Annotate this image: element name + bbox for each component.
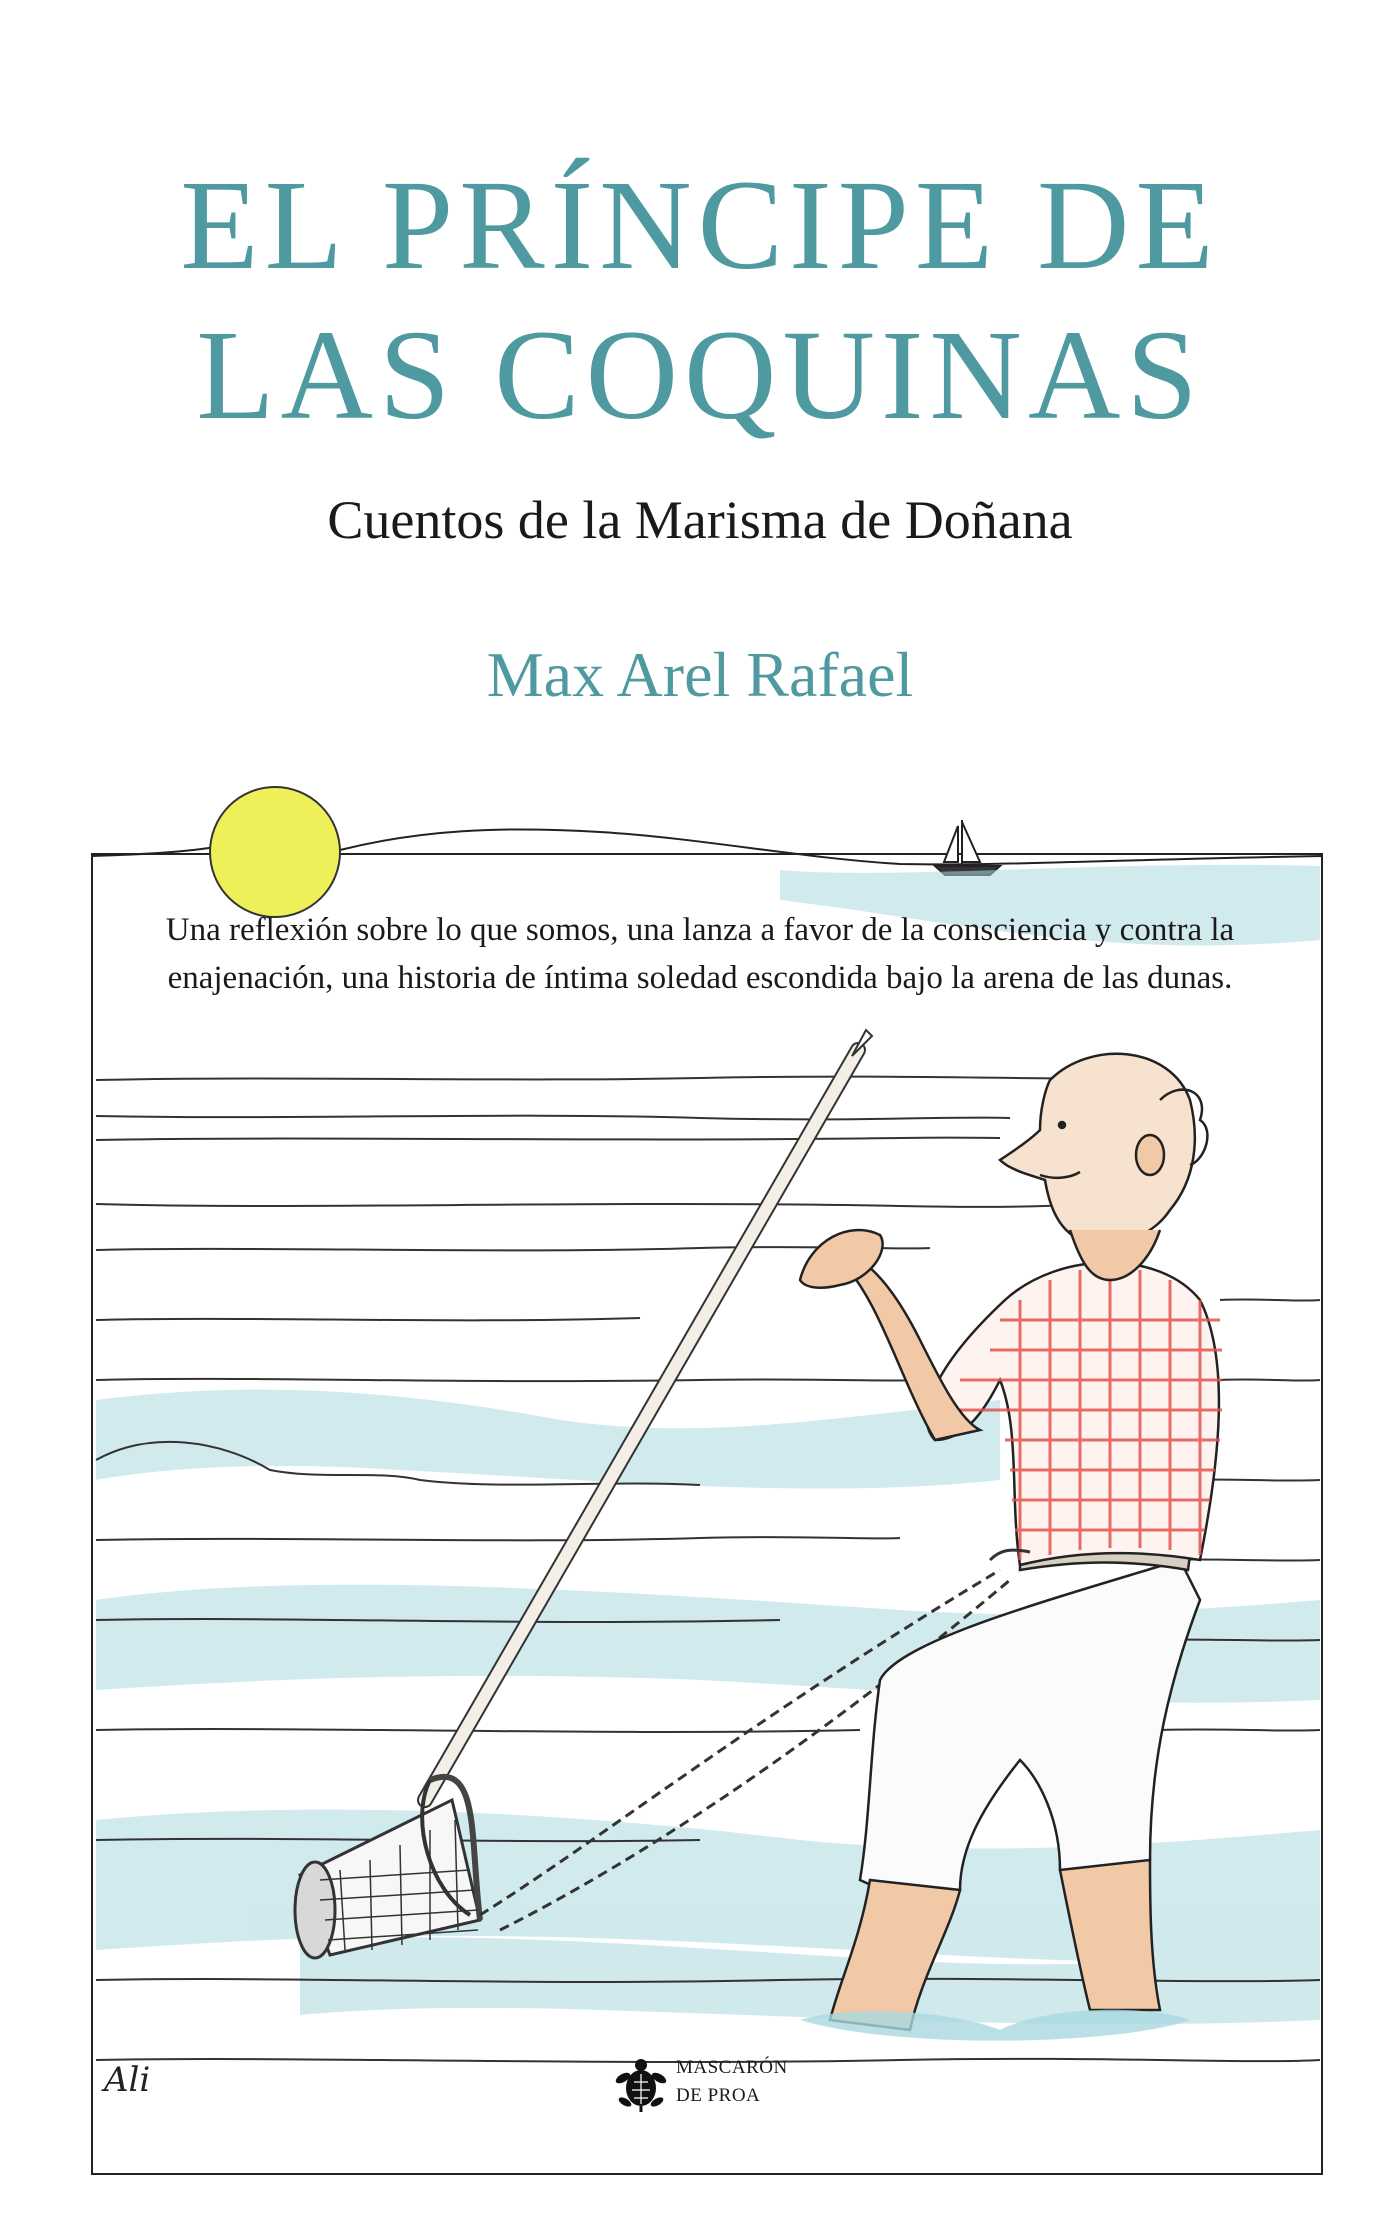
- publisher-name-line-2: DE PROA: [676, 2085, 761, 2106]
- blurb-line-2: enajenación, una historia de íntima soledad escondida bajo la arena de las dunas.: [167, 960, 1233, 996]
- title-line-2: LAS COQUINAS: [196, 304, 1204, 446]
- publisher-logo-block: [614, 2050, 814, 2120]
- subtitle: Cuentos de la Marisma de Doñana: [327, 490, 1073, 550]
- turtle-icon: [614, 2056, 668, 2114]
- blurb-line-1: Una reflexión sobre lo que somos, una lanza a favor de la consciencia y contra la: [165, 912, 1235, 948]
- publisher-name: [676, 2054, 788, 2110]
- author-name: Max Arel Rafael: [486, 639, 914, 710]
- sun-icon: [210, 787, 340, 917]
- sailboat-icon: [935, 820, 1000, 875]
- artist-signature: Ali: [104, 2060, 151, 2100]
- back-blurb: [120, 906, 1280, 1002]
- publisher-name-line-1: MASCARÓN: [676, 2057, 788, 2078]
- title-line-1: EL PRÍNCIPE DE: [180, 154, 1220, 296]
